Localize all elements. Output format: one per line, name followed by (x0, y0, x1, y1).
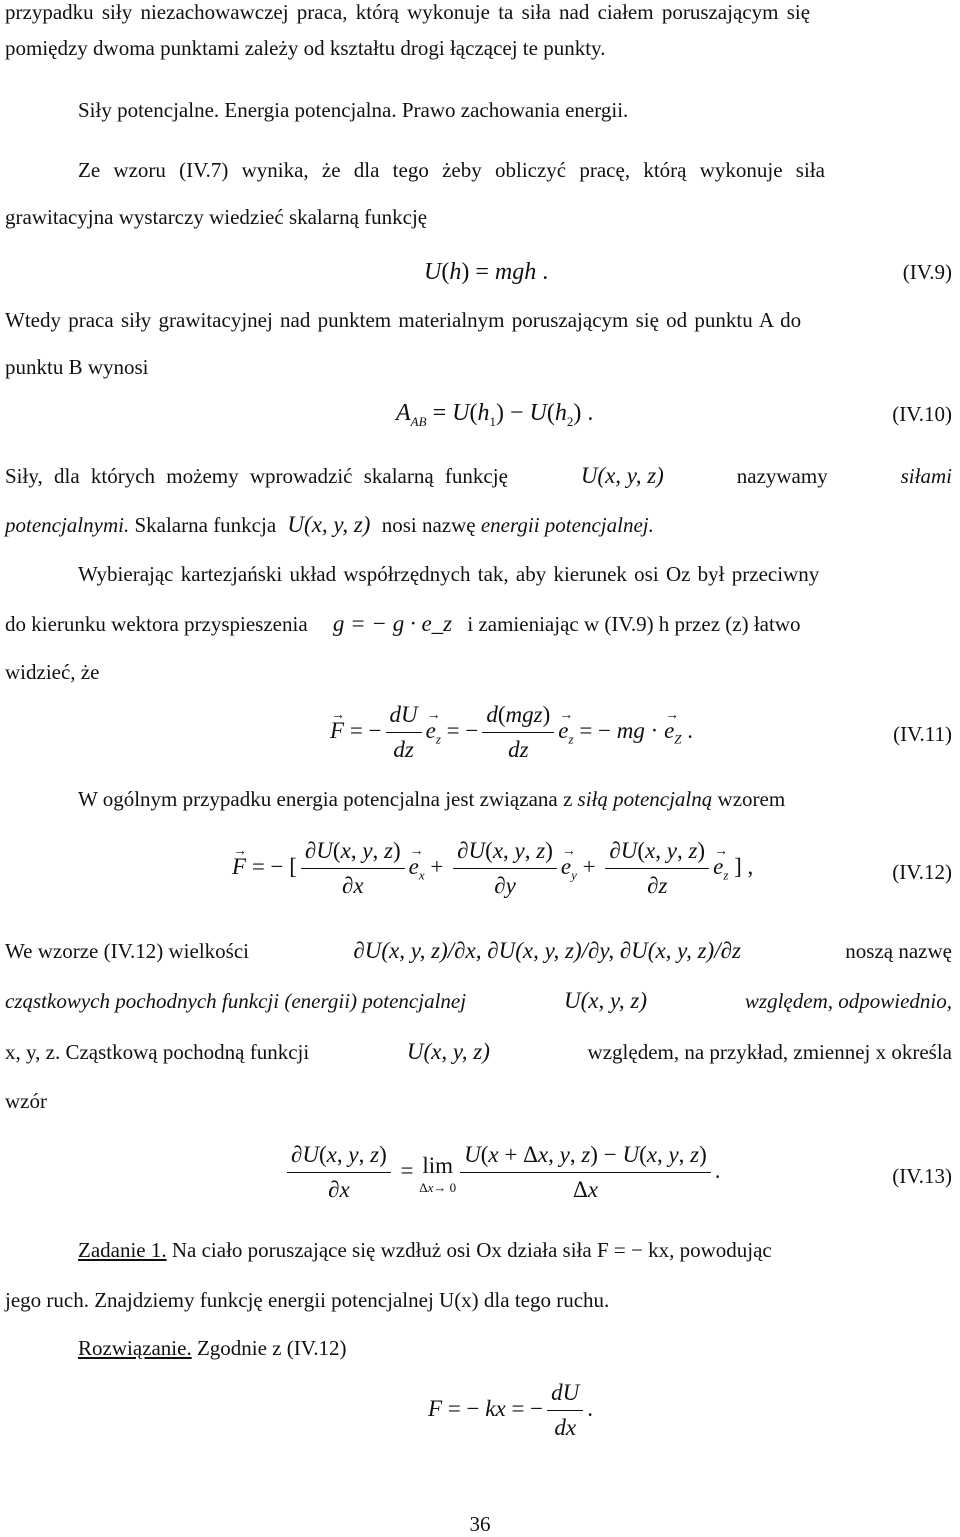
equation-tag: (IV.13) (892, 1164, 952, 1188)
task-line: jego ruch. Znajdziemy funkcję energii potencjalnej U(x) dla tego ruchu. (5, 1288, 610, 1312)
paragraph-line: Siły, dla których możemy wprowadzić skalarną funkcję U(x, y, z) nazywamy siłami (5, 463, 952, 488)
task-line: Zadanie 1. Na ciało poruszające się wzdłuż osi Ox działa siła F = − kx, powodując (78, 1238, 772, 1262)
paragraph-line: x, y, z. Cząstkową pochodną funkcji U(x, y, z) względem, na przykład, zmiennej x określa (5, 1039, 952, 1064)
text: pomiędzy dwoma punktami zależy od kształtu drogi łączącej te punkty. (5, 36, 606, 60)
text: przypadku siły niezachowawczej praca, którą wykonuje ta siła nad ciałem poruszającym się (5, 0, 811, 24)
page-number: 36 (469, 1512, 491, 1536)
equation-tag: (IV.11) (893, 722, 952, 746)
solution-label: Rozwiązanie. (78, 1336, 192, 1360)
equation-iv9: U(h) = mgh . (424, 259, 549, 285)
equation-iv13: $\frac{\partial U(x, y, z)}{\partial x}$ = lim Δx→ 0 $\frac{U(x + \Delta x, y, z) - U(x, y, z)}{\Delta x}$ . (283, 1140, 721, 1205)
paragraph-line: wzór (5, 1089, 47, 1113)
equation-iv12: → F = − [ $\frac{\partial U(x, y, z)}{\partial x}$ → $e_x$ + $\frac{\partial U(x, y, z)}{\partial y}$ → $e_y$ + $\frac{\partial U(x, y, z)}{\partial z}$ → $e_z$ ] , (232, 836, 753, 901)
paragraph-line (5, 34, 952, 62)
paragraph-line: Wybierając kartezjański układ współrzędnych tak, aby kierunek osi Oz był przeciwny (78, 562, 820, 586)
solution-line: Rozwiązanie. Zgodnie z (IV.12) (78, 1336, 347, 1360)
paragraph-line: widzieć, że (5, 660, 100, 684)
paragraph-line: W ogólnym przypadku energia potencjalna jest związana z siłą potencjalną wzorem (78, 787, 786, 811)
paragraph-line: potencjalnymi. Skalarna funkcja U(x, y, z) nosi nazwę energii potencjalnej. (5, 512, 654, 537)
equation-tag: (IV.9) (902, 260, 952, 284)
equation-tag: (IV.10) (892, 402, 952, 426)
section-heading: Siły potencjalne. Energia potencjalna. Prawo zachowania energii. (78, 98, 629, 122)
equation-tag: (IV.12) (892, 860, 952, 884)
paragraph-line: cząstkowych pochodnych funkcji (energii) potencjalnej U(x, y, z) względem, odpowiednio, (5, 988, 952, 1013)
paragraph-line: We wzorze (IV.12) wielkości ∂U(x, y, z)/∂x, ∂U(x, y, z)/∂y, ∂U(x, y, z)/∂z noszą nazwę (5, 938, 952, 963)
equation-iv11: → F = − $\frac{dU}{dz}$ → $e_z$ = − $\frac{\text{d(mgz)}}{dz}$ → $e_z$ = − mg · → $e_Z$ . (330, 700, 693, 765)
paragraph-line: do kierunku wektora przyspieszenia g = − g · e_z i zamieniając w (IV.9) h przez (z) łatwo (5, 611, 801, 636)
equation-iv10: $A_{AB} = U(h_1) - U(h_2)$ . (396, 400, 594, 429)
paragraph-line: Ze wzoru (IV.7) wynika, że dla tego żeby obliczyć pracę, którą wykonuje siła (78, 158, 825, 182)
task-label: Zadanie 1. (78, 1238, 167, 1262)
paragraph-line: grawitacyjna wystarczy wiedzieć skalarną funkcję (5, 205, 428, 229)
paragraph-line: Wtedy praca siły grawitacyjnej nad punktem materialnym poruszającym się od punktu A do (5, 308, 802, 332)
paragraph-line: punktu B wynosi (5, 355, 149, 379)
paragraph-line (5, 0, 952, 26)
equation-solution: F = − kx = − $\frac{dU}{dx}$ . (428, 1380, 594, 1440)
